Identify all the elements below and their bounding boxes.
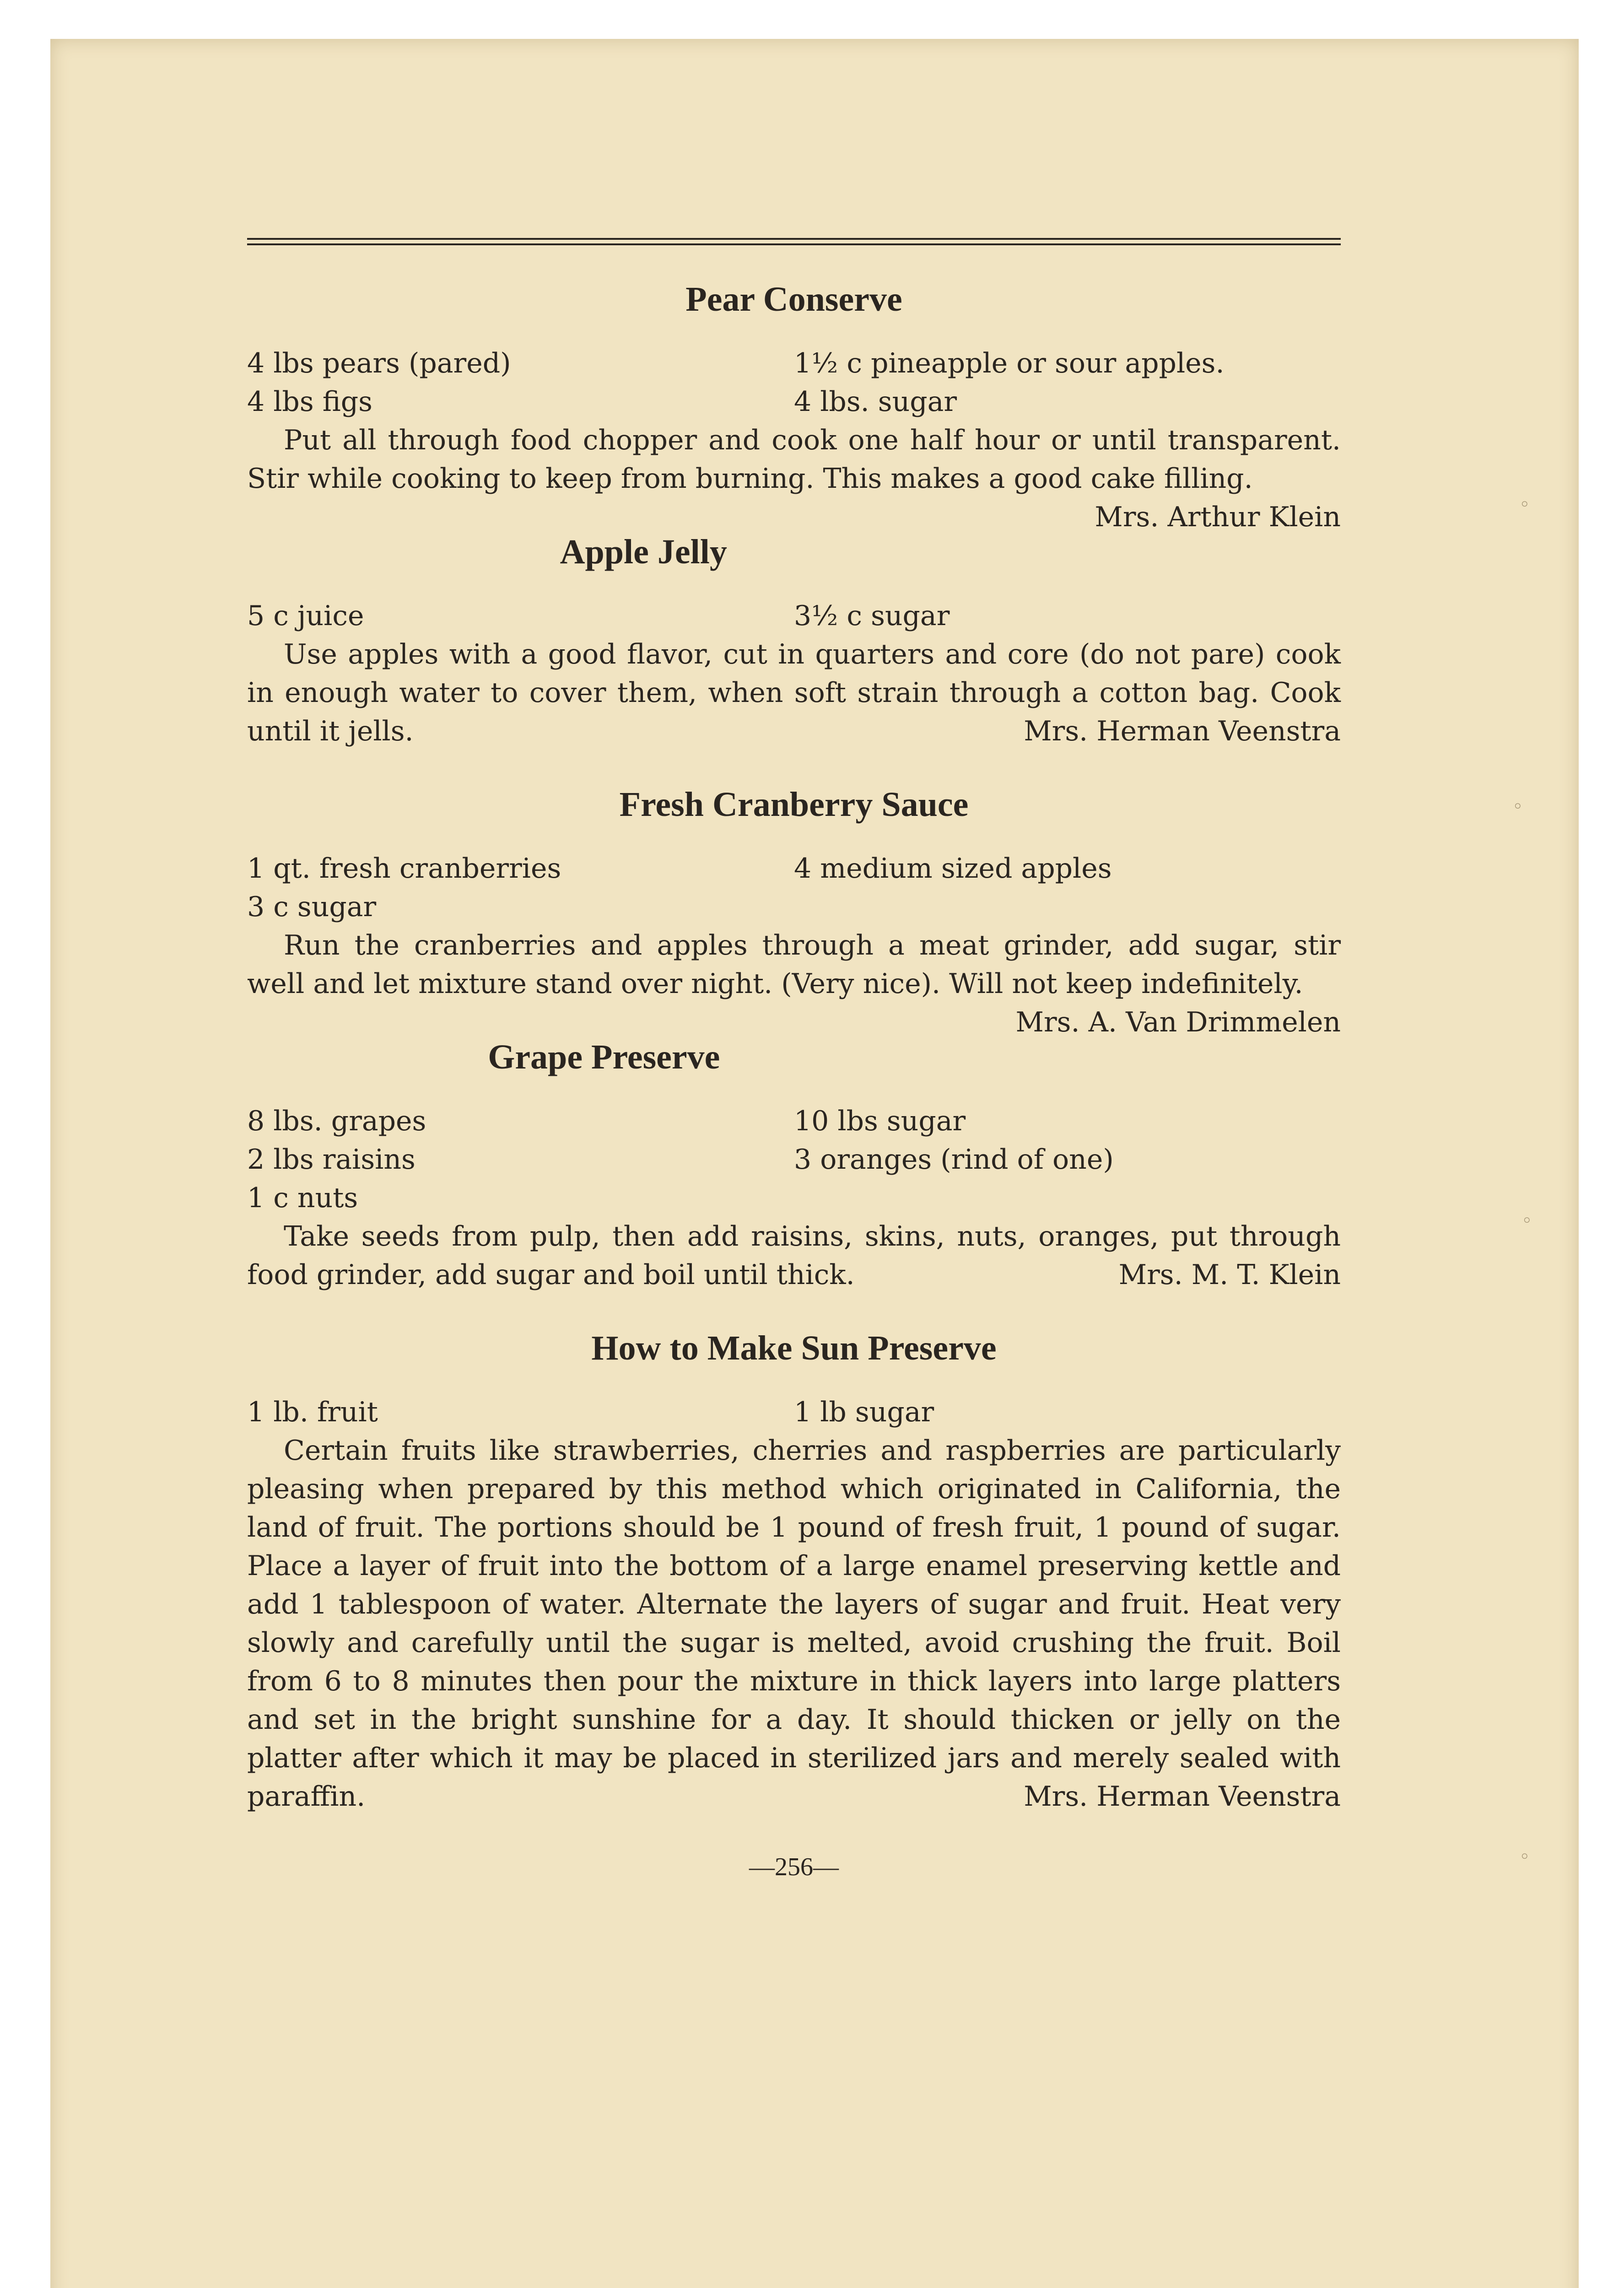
recipe-directions (247, 1217, 1341, 1294)
ingredient-row (247, 1393, 1341, 1431)
ingredient (794, 1179, 1341, 1217)
ingredient: 4 lbs. sugar (794, 386, 957, 418)
ingredient: 1 c nuts (247, 1182, 358, 1214)
recipe-pear-conserve (247, 277, 1341, 533)
directions-text: Take seeds from pulp, then add raisins, skins, nuts, oranges, put through food grinder, add sugar and boil until thick. (247, 1220, 1341, 1291)
ingredient-row (247, 383, 1341, 421)
header-rule (247, 238, 1341, 245)
ingredient-row (247, 1179, 1341, 1217)
margin-mark: ◦ (1512, 796, 1523, 817)
ingredient-row (247, 344, 1341, 383)
ingredient-row (247, 597, 1341, 635)
recipe-directions (247, 635, 1341, 750)
ingredient: 4 medium sized apples (794, 853, 1112, 885)
ingredient-row (247, 849, 1341, 888)
recipe-title: How to Make Sun Preserve (591, 1329, 997, 1367)
recipe-sun-preserve (247, 1326, 1341, 1816)
recipe-directions (247, 926, 1341, 1038)
recipe-author: Mrs. M. T. Klein (1118, 1259, 1341, 1291)
recipe-directions (247, 421, 1341, 533)
ingredient (794, 888, 1341, 926)
ingredient: 1 lb. fruit (247, 1396, 378, 1428)
ingredient: 5 c juice (247, 600, 364, 632)
ingredient-row (247, 1102, 1341, 1140)
page-content (247, 238, 1341, 1882)
recipe-author: Mrs. Herman Veenstra (1024, 715, 1341, 747)
margin-mark: ◦ (1519, 494, 1530, 515)
recipe-apple-jelly (247, 530, 1341, 750)
recipe-author: Mrs. Arthur Klein (1095, 501, 1341, 533)
ingredient: 3 c sugar (247, 891, 377, 923)
ingredient: 3½ c sugar (794, 600, 950, 632)
recipe-title: Apple Jelly (560, 533, 727, 571)
recipe-directions (247, 1431, 1341, 1816)
ingredient: 3 oranges (rind of one) (794, 1144, 1114, 1176)
recipe-title: Grape Preserve (488, 1038, 720, 1076)
ingredient: 2 lbs raisins (247, 1144, 415, 1176)
ingredient: 1½ c pineapple or sour apples. (794, 347, 1225, 379)
recipe-author: Mrs. A. Van Drimmelen (1015, 1006, 1341, 1038)
recipe-author: Mrs. Herman Veenstra (1024, 1781, 1341, 1813)
ingredient: 1 qt. fresh cranberries (247, 853, 561, 885)
ingredient: 8 lbs. grapes (247, 1105, 426, 1137)
recipe-title: Pear Conserve (685, 280, 902, 318)
ingredient-row (247, 888, 1341, 926)
ingredient: 1 lb sugar (794, 1396, 934, 1428)
page-number: —256— (749, 1853, 839, 1881)
ingredient: 4 lbs figs (247, 386, 372, 418)
directions-text: Run the cranberries and apples through a meat grinder, add sugar, stir well and let mixture stand over night. (Very nice). Will not keep indefinitely. (247, 929, 1341, 1000)
margin-mark: ◦ (1519, 1846, 1530, 1867)
recipe-fresh-cranberry-sauce (247, 782, 1341, 1038)
directions-text: Use apples with a good flavor, cut in quarters and core (do not pare) cook in enough water to cover them, when soft strain through a cotton bag. Cook until it jells. (247, 638, 1341, 747)
ingredient: 10 lbs sugar (794, 1105, 966, 1137)
recipe-title: Fresh Cranberry Sauce (619, 785, 969, 824)
directions-text: Certain fruits like strawberries, cherries and raspberries are particularly pleasing when prepared by this method which originated in California, the land of fruit. The portions should be 1 pound of fresh fruit, 1 pound of sugar. Place a layer of fruit into the bottom of a large enamel preserving kettle and add 1 tablespoon of water. Alternate the layers of sugar and fruit. Heat very slowly and carefully until the sugar is melted, avoid crushing the fruit. Boil from 6 to 8 minutes then pour the mixture in thick layers into large platters and set in the bright sunshine for a day. It should thicken or jelly on the platter after which it may be placed in sterilized jars and merely sealed with paraffin. (247, 1435, 1341, 1813)
recipe-grape-preserve (247, 1035, 1341, 1294)
ingredient-row (247, 1140, 1341, 1179)
ingredient: 4 lbs pears (pared) (247, 347, 511, 379)
margin-mark: ◦ (1521, 1210, 1532, 1231)
directions-text: Put all through food chopper and cook one half hour or until transparent. Stir while cooking to keep from burning. This makes a good cake filling. (247, 424, 1341, 495)
